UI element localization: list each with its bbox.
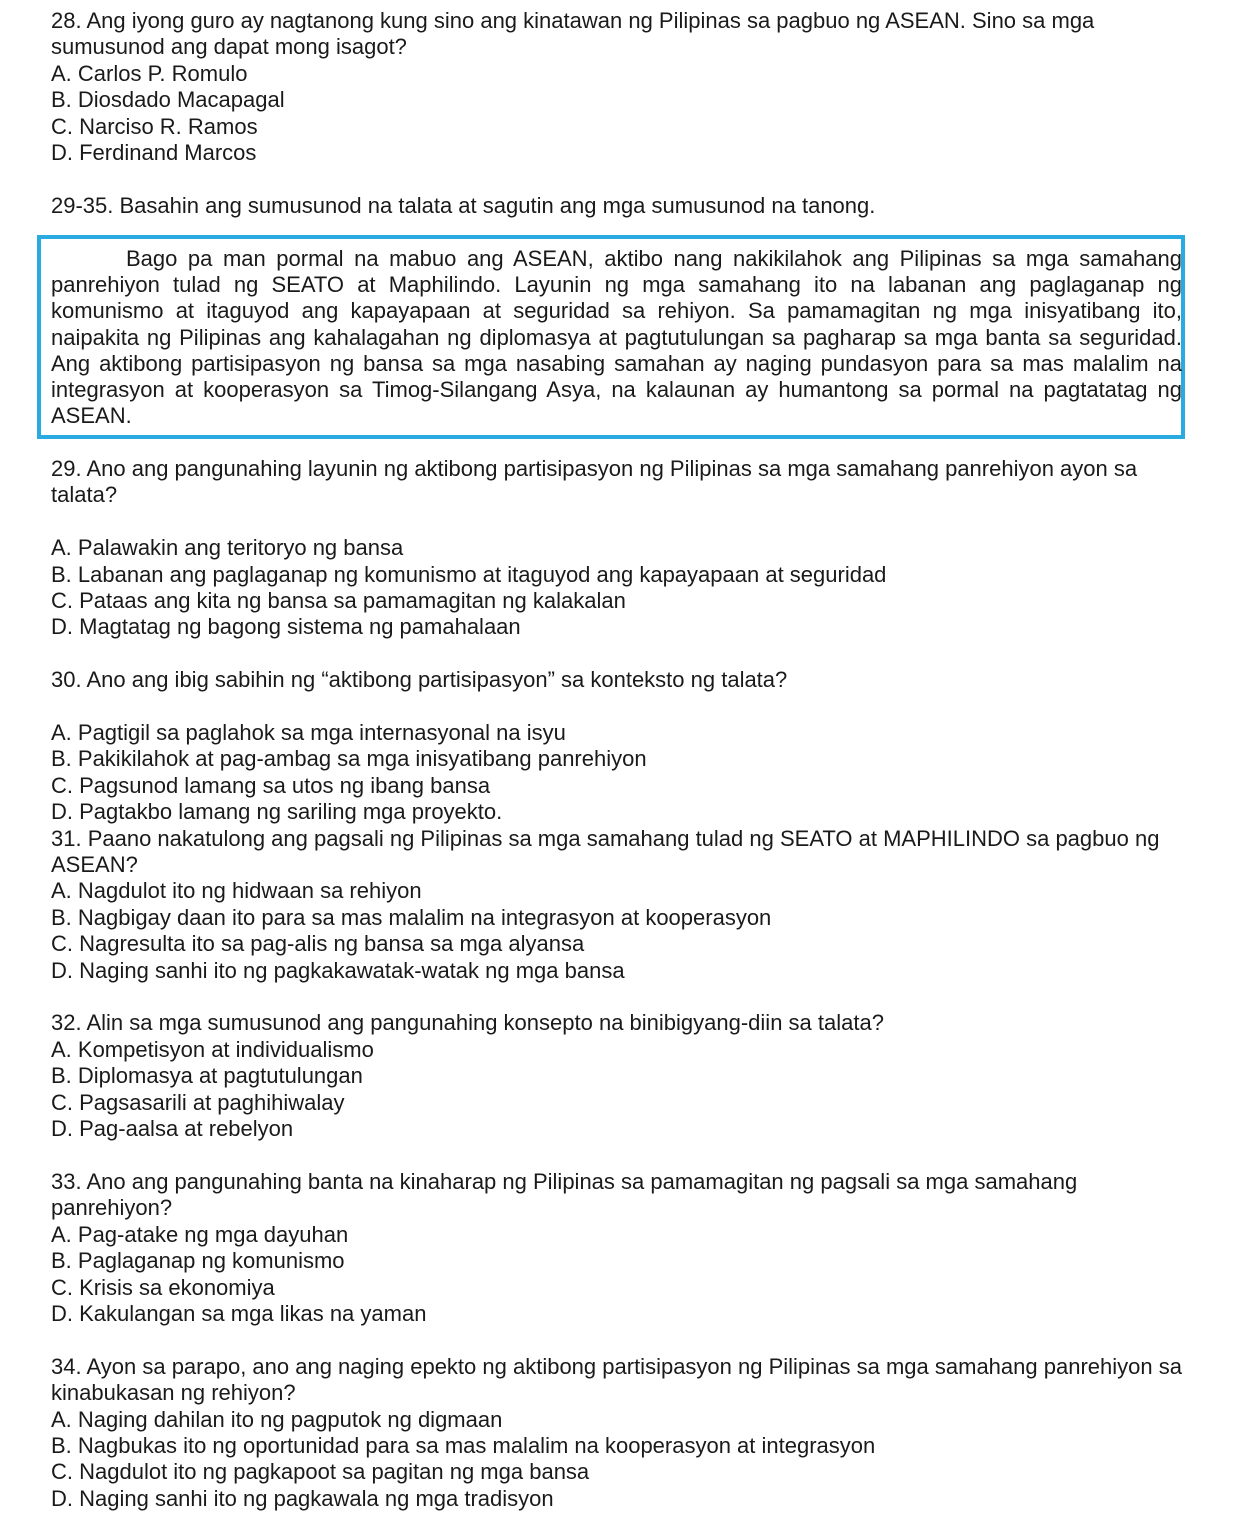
question-32-option-b: B. Diplomasya at pagtutulungan	[51, 1063, 363, 1089]
question-34-option-c: C. Nagdulot ito ng pagkapoot sa pagitan ng mga bansa	[51, 1459, 590, 1485]
question-33-option-d: D. Kakulangan sa mga likas na yaman	[51, 1300, 427, 1326]
worksheet-top	[51, 8, 1191, 232]
question-32	[51, 1010, 1191, 1142]
question-29-option-a: A. Palawakin ang teritoryo ng bansa	[51, 535, 404, 561]
question-31-option-c: C. Nagresulta ito sa pag-alis ng bansa sa mga alyansa	[51, 931, 585, 957]
question-28	[51, 8, 1191, 166]
question-33-option-c: C. Krisis sa ekonomiya	[51, 1274, 275, 1300]
question-32-stem: 32. Alin sa mga sumusunod ang pangunahing konsepto na binibigyang-diin sa talata?	[51, 1010, 884, 1036]
section-instruction: 29-35. Basahin ang sumusunod na talata at sagutin ang mga sumusunod na tanong.	[51, 192, 876, 218]
question-32-option-d: D. Pag-aalsa at rebelyon	[51, 1116, 294, 1142]
question-28-option-d: D. Ferdinand Marcos	[51, 140, 257, 166]
question-29-stem: 29. Ano ang pangunahing layunin ng aktibong partisipasyon ng Pilipinas sa mga samahang panrehiyon ayon sa talata?	[51, 456, 1138, 508]
question-29-option-c: C. Pataas ang kita ng bansa sa pamamagitan ng kalakalan	[51, 588, 626, 614]
question-30-option-d: D. Pagtakbo lamang ng sariling mga proyekto.	[51, 799, 503, 825]
question-29	[51, 456, 1191, 641]
question-30-option-a: A. Pagtigil sa paglahok sa mga internasyonal na isyu	[51, 720, 566, 746]
question-31	[51, 826, 1191, 984]
question-30-option-b: B. Pakikilahok at pag-ambag sa mga inisyatibang panrehiyon	[51, 746, 647, 772]
question-34-option-a: A. Naging dahilan ito ng pagputok ng digmaan	[51, 1406, 503, 1432]
question-34-option-b: B. Nagbukas ito ng oportunidad para sa mas malalim na kooperasyon at integrasyon	[51, 1432, 876, 1458]
question-33-stem: 33. Ano ang pangunahing banta na kinaharap ng Pilipinas sa pamamagitan ng pagsali sa mga samahang panrehiyon?	[51, 1168, 1078, 1221]
question-28-option-b: B. Diosdado Macapagal	[51, 87, 285, 113]
question-34	[51, 1354, 1191, 1512]
question-31-option-d: D. Naging sanhi ito ng pagkakawatak-watak ng mga bansa	[51, 957, 625, 983]
question-33	[51, 1169, 1191, 1327]
question-31-option-b: B. Nagbigay daan ito para sa mas malalim na integrasyon at kooperasyon	[51, 904, 772, 930]
question-30	[51, 667, 1191, 825]
reading-passage: Bago pa man pormal na mabuo ang ASEAN, aktibo nang nakikilahok ang Pilipinas sa mga samahang panrehiyon tulad ng SEATO at Maphilindo. Layunin ng mga samahang ito na labanan ang paglaganap ng komunismo at itaguyod ang kapayapaan at seguridad sa rehiyon. Sa pamamagitan ng mga inisyatibang ito, naipakita ng Pilipinas ang kahalagahan ng diplomasya at pagtutulungan sa pagharap sa mga banta sa seguridad. Ang aktibong partisipasyon ng bansa sa mga nasabing samahan ay naging pundasyon para sa mas malalim na integrasyon at kooperasyon sa Timog-Silangang Asya, na kalaunan ay humantong sa pormal na pagtatatag ng ASEAN.	[51, 246, 1182, 429]
question-30-stem: 30. Ano ang ibig sabihin ng “aktibong partisipasyon” sa konteksto ng talata?	[51, 667, 788, 693]
question-34-option-d: D. Naging sanhi ito ng pagkawala ng mga tradisyon	[51, 1485, 554, 1511]
question-30-option-c: C. Pagsunod lamang sa utos ng ibang bansa	[51, 772, 491, 798]
question-31-stem: 31. Paano nakatulong ang pagsali ng Pilipinas sa mga samahang tulad ng SEATO at MAPHILINDO sa pagbuo ng ASEAN?	[51, 825, 1160, 878]
question-28-stem: 28. Ang iyong guro ay nagtanong kung sino ang kinatawan ng Pilipinas sa pagbuo ng ASEAN. Sino sa mga sumusunod ang dapat mong isagot?	[51, 8, 1095, 60]
question-33-option-a: A. Pag-atake ng mga dayuhan	[51, 1221, 349, 1247]
question-32-option-c: C. Pagsasarili at paghihiwalay	[51, 1089, 345, 1115]
question-33-option-b: B. Paglaganap ng komunismo	[51, 1248, 345, 1274]
question-28-option-c: C. Narciso R. Ramos	[51, 113, 258, 139]
worksheet-questions	[51, 456, 1191, 1512]
question-32-option-a: A. Kompetisyon at individualismo	[51, 1036, 374, 1062]
question-31-option-a: A. Nagdulot ito ng hidwaan sa rehiyon	[51, 878, 422, 904]
question-34-stem: 34. Ayon sa parapo, ano ang naging epekto ng aktibong partisipasyon ng Pilipinas sa mga samahang panrehiyon sa kinabukasan ng rehiyon?	[51, 1353, 1182, 1406]
question-29-option-d: D. Magtatag ng bagong sistema ng pamahalaan	[51, 614, 521, 640]
question-29-option-b: B. Labanan ang paglaganap ng komunismo at itaguyod ang kapayapaan at seguridad	[51, 561, 887, 587]
question-28-option-a: A. Carlos P. Romulo	[51, 60, 248, 86]
